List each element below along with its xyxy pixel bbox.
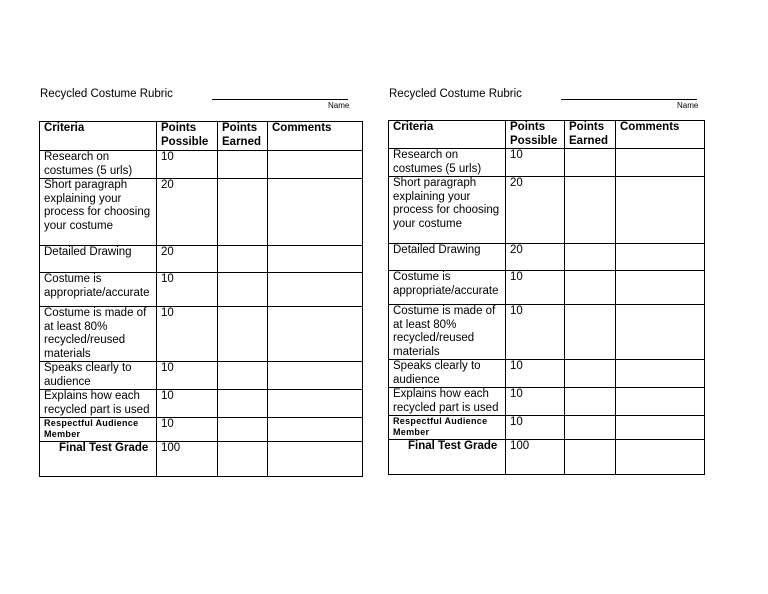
- points-possible-cell: 20: [157, 246, 218, 273]
- name-label: Name: [677, 101, 699, 110]
- comments-cell[interactable]: [268, 362, 363, 390]
- comments-cell[interactable]: [616, 388, 705, 416]
- criteria-cell: Research on costumes (5 urls): [389, 149, 506, 177]
- points-earned-cell[interactable]: [218, 273, 268, 307]
- header-points-earned: Points Earned: [218, 122, 268, 151]
- points-possible-cell: 20: [157, 179, 218, 246]
- points-earned-cell[interactable]: [218, 307, 268, 362]
- table-row: [389, 416, 705, 440]
- table-row: [40, 418, 363, 442]
- table-row: [40, 362, 363, 390]
- criteria-cell: Final Test Grade: [389, 440, 506, 475]
- comments-cell[interactable]: [616, 271, 705, 305]
- name-field-line[interactable]: [212, 99, 348, 100]
- criteria-cell: Explains how each recycled part is used: [40, 390, 157, 418]
- table-row: [40, 273, 363, 307]
- points-earned-cell[interactable]: [218, 442, 268, 477]
- points-earned-cell[interactable]: [218, 179, 268, 246]
- name-label: Name: [328, 101, 350, 110]
- points-earned-cell[interactable]: [565, 244, 616, 271]
- comments-cell[interactable]: [616, 440, 705, 475]
- points-possible-cell: 10: [157, 307, 218, 362]
- points-earned-cell[interactable]: [565, 440, 616, 475]
- points-possible-cell: 10: [506, 360, 565, 388]
- points-possible-cell: 10: [157, 390, 218, 418]
- table-row: [40, 151, 363, 179]
- table-row: [40, 179, 363, 246]
- criteria-cell: Detailed Drawing: [40, 246, 157, 273]
- criteria-cell: Speaks clearly to audience: [389, 360, 506, 388]
- points-earned-cell[interactable]: [565, 177, 616, 244]
- comments-cell[interactable]: [616, 177, 705, 244]
- criteria-cell: Final Test Grade: [40, 442, 157, 477]
- points-earned-cell[interactable]: [218, 390, 268, 418]
- table-row: [389, 360, 705, 388]
- criteria-cell: Explains how each recycled part is used: [389, 388, 506, 416]
- criteria-cell: Research on costumes (5 urls): [40, 151, 157, 179]
- comments-cell[interactable]: [268, 246, 363, 273]
- points-possible-cell: 10: [506, 305, 565, 360]
- points-possible-cell: 20: [506, 244, 565, 271]
- table-row: [40, 246, 363, 273]
- points-earned-cell[interactable]: [565, 305, 616, 360]
- points-earned-cell[interactable]: [565, 149, 616, 177]
- header-comments: Comments: [616, 121, 705, 149]
- rubric-title: Recycled Costume Rubric: [40, 88, 173, 100]
- points-earned-cell[interactable]: [218, 246, 268, 273]
- points-earned-cell[interactable]: [565, 388, 616, 416]
- criteria-cell: Respectful Audience Member: [40, 418, 157, 442]
- header-points-possible: Points Possible: [157, 122, 218, 151]
- table-row: [389, 177, 705, 244]
- comments-cell[interactable]: [268, 273, 363, 307]
- table-row: [40, 390, 363, 418]
- comments-cell[interactable]: [268, 307, 363, 362]
- points-possible-cell: 10: [157, 151, 218, 179]
- table-row: [389, 271, 705, 305]
- comments-cell[interactable]: [616, 305, 705, 360]
- header-comments: Comments: [268, 122, 363, 151]
- points-possible-cell: 10: [506, 149, 565, 177]
- rubric-table: [39, 121, 363, 477]
- points-possible-cell: 100: [506, 440, 565, 475]
- points-possible-cell: 10: [506, 271, 565, 305]
- points-earned-cell[interactable]: [218, 362, 268, 390]
- header-criteria: Criteria: [40, 122, 157, 151]
- points-possible-cell: 10: [157, 418, 218, 442]
- comments-cell[interactable]: [268, 418, 363, 442]
- comments-cell[interactable]: [616, 416, 705, 440]
- table-header-row: [389, 121, 705, 149]
- comments-cell[interactable]: [268, 442, 363, 477]
- comments-cell[interactable]: [616, 149, 705, 177]
- points-earned-cell[interactable]: [218, 418, 268, 442]
- comments-cell[interactable]: [268, 179, 363, 246]
- points-possible-cell: 10: [506, 388, 565, 416]
- comments-cell[interactable]: [616, 244, 705, 271]
- criteria-cell: Costume is made of at least 80% recycled/reused materials: [40, 307, 157, 362]
- header-points-possible: Points Possible: [506, 121, 565, 149]
- table-row: [40, 307, 363, 362]
- table-header-row: [40, 122, 363, 151]
- table-row: [389, 149, 705, 177]
- name-field-line[interactable]: [561, 99, 697, 100]
- rubric-table: [388, 120, 705, 475]
- points-earned-cell[interactable]: [565, 416, 616, 440]
- criteria-cell: Short paragraph explaining your process for choosing your costume: [40, 179, 157, 246]
- comments-cell[interactable]: [268, 151, 363, 179]
- table-row: [389, 388, 705, 416]
- criteria-cell: Costume is appropriate/accurate: [389, 271, 506, 305]
- points-possible-cell: 10: [157, 273, 218, 307]
- table-row-final: [389, 440, 705, 475]
- header-criteria: Criteria: [389, 121, 506, 149]
- criteria-cell: Respectful Audience Member: [389, 416, 506, 440]
- points-possible-cell: 10: [506, 416, 565, 440]
- points-earned-cell[interactable]: [565, 360, 616, 388]
- comments-cell[interactable]: [268, 390, 363, 418]
- table-row-final: [40, 442, 363, 477]
- criteria-cell: Short paragraph explaining your process for choosing your costume: [389, 177, 506, 244]
- criteria-cell: Detailed Drawing: [389, 244, 506, 271]
- table-row: [389, 305, 705, 360]
- criteria-cell: Costume is made of at least 80% recycled/reused materials: [389, 305, 506, 360]
- points-earned-cell[interactable]: [218, 151, 268, 179]
- rubric-title: Recycled Costume Rubric: [389, 88, 522, 100]
- points-possible-cell: 20: [506, 177, 565, 244]
- points-possible-cell: 100: [157, 442, 218, 477]
- comments-cell[interactable]: [616, 360, 705, 388]
- table-row: [389, 244, 705, 271]
- criteria-cell: Costume is appropriate/accurate: [40, 273, 157, 307]
- points-possible-cell: 10: [157, 362, 218, 390]
- header-points-earned: Points Earned: [565, 121, 616, 149]
- points-earned-cell[interactable]: [565, 271, 616, 305]
- criteria-cell: Speaks clearly to audience: [40, 362, 157, 390]
